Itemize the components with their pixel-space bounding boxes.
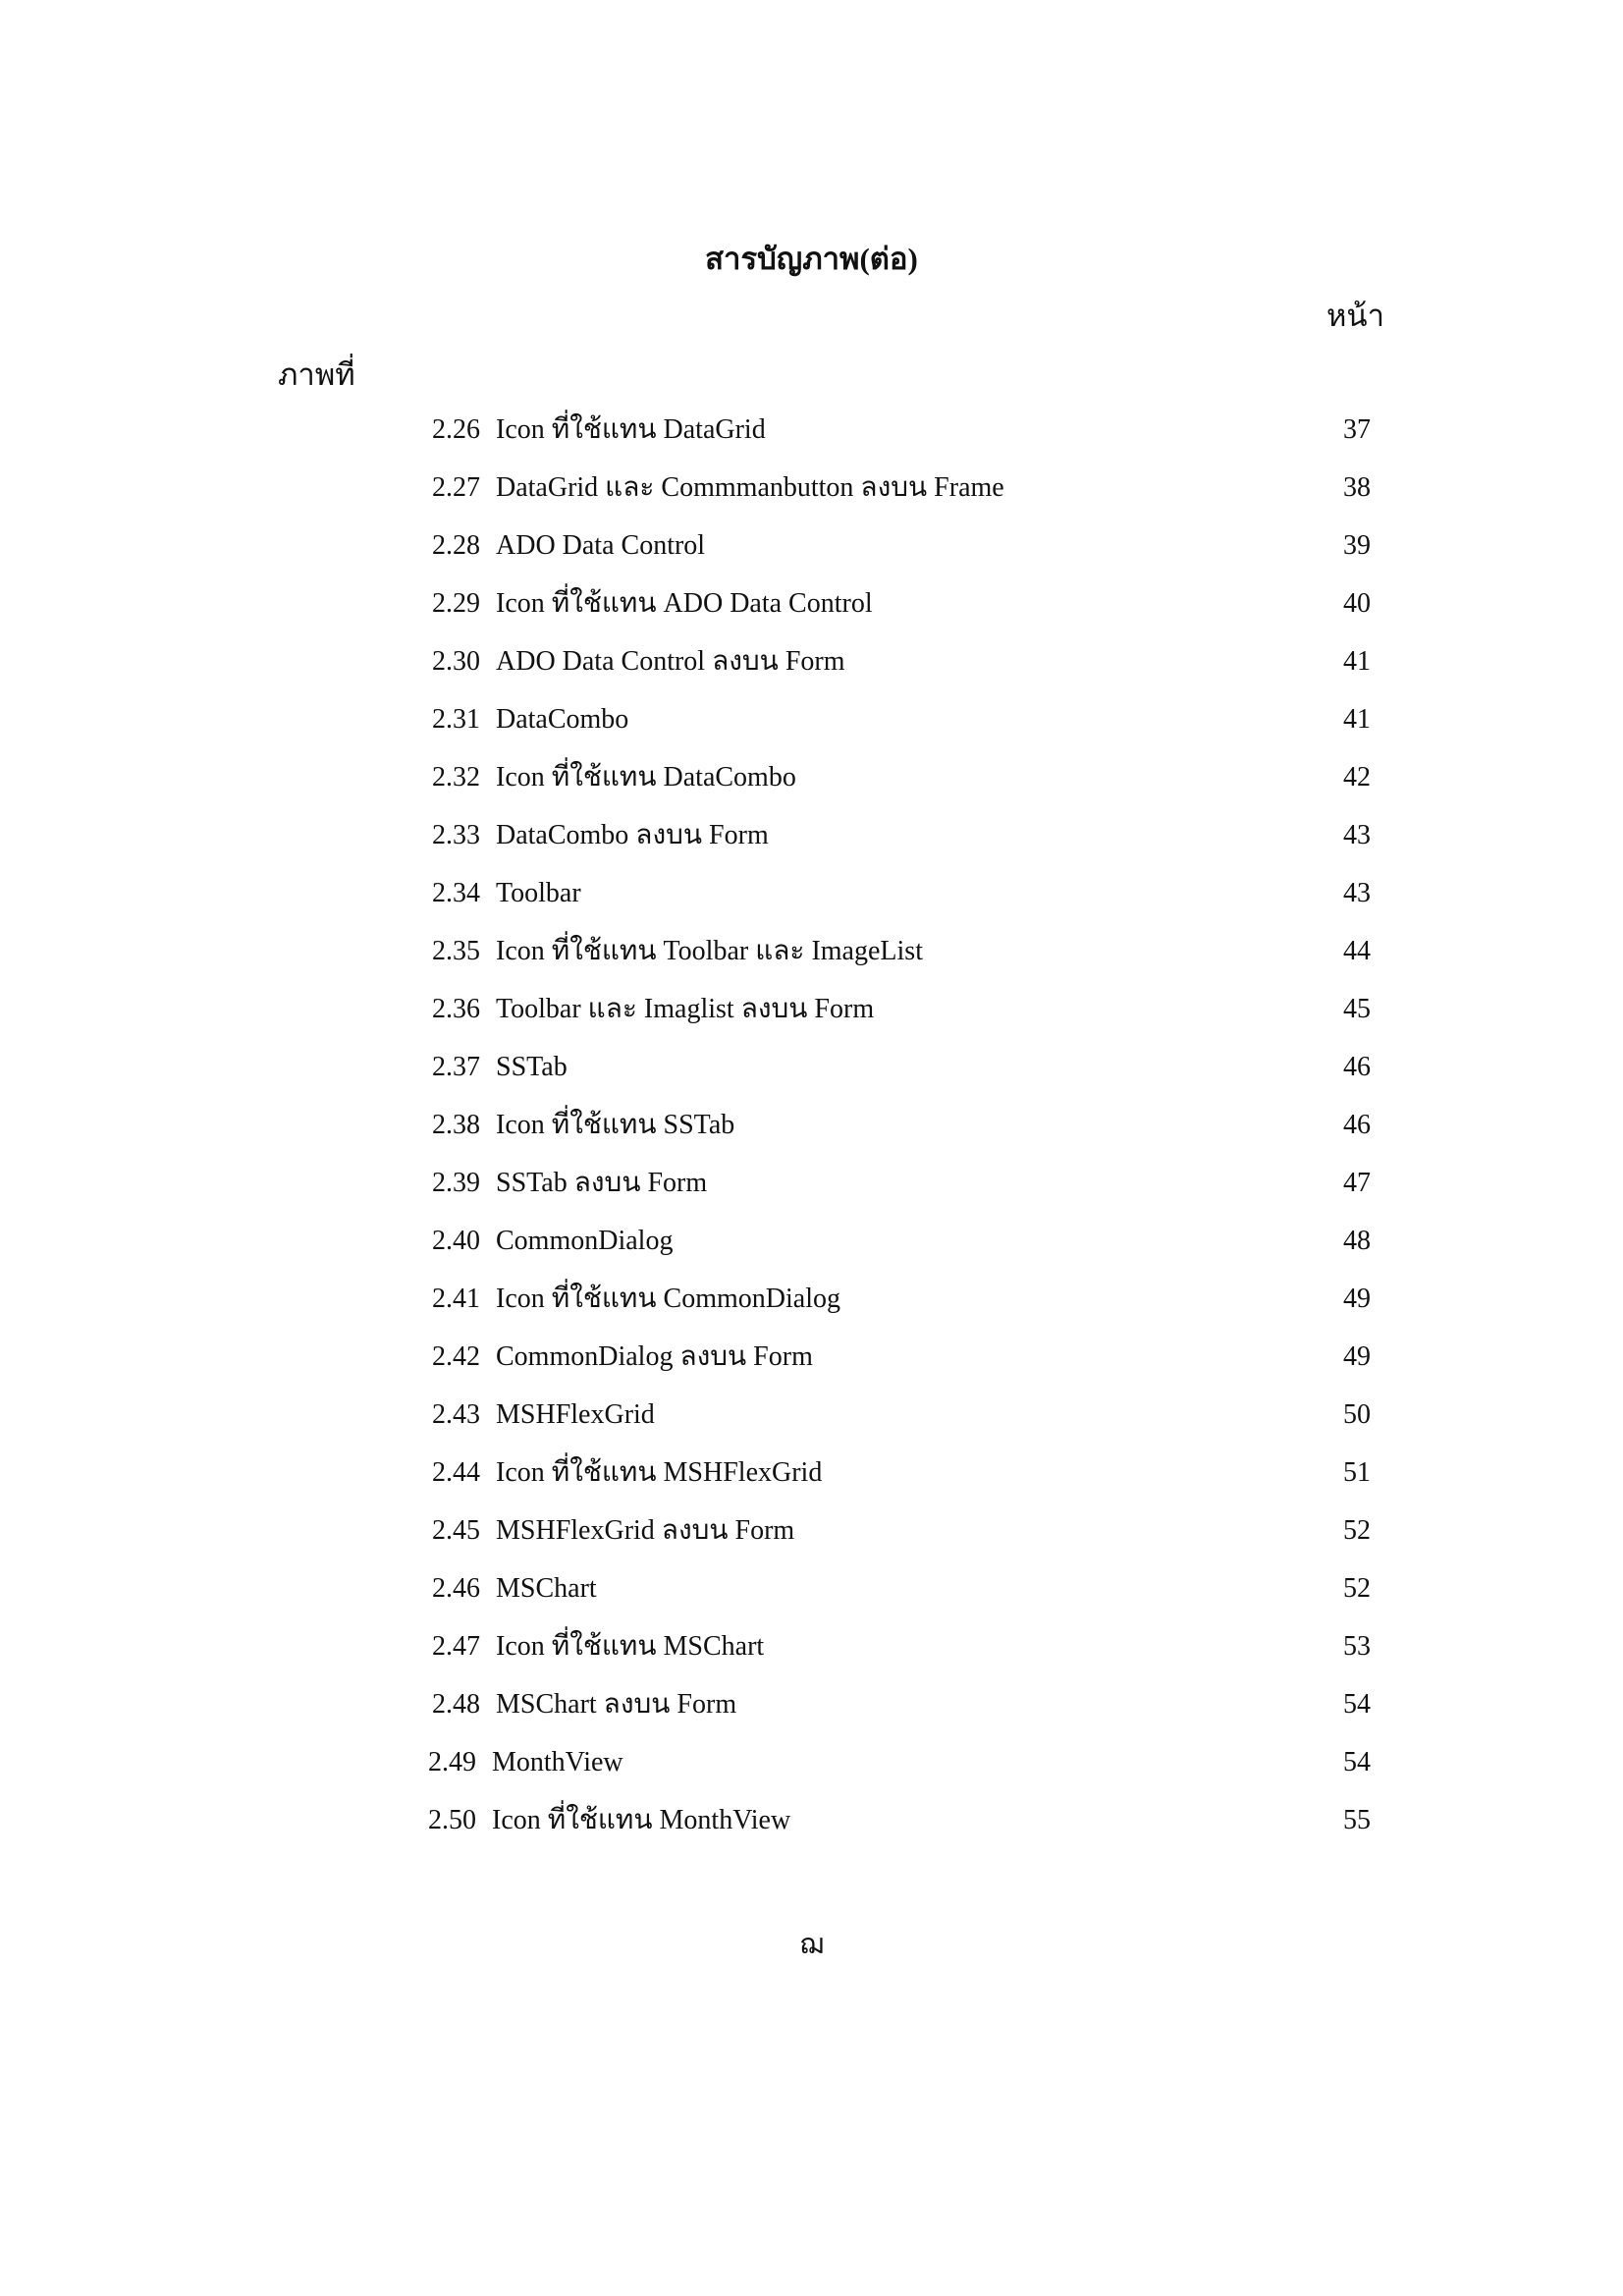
figure-title: Icon ที่ใช้แทน DataCombo xyxy=(496,762,796,793)
list-item xyxy=(0,1104,1623,1162)
figure-title: MSChart xyxy=(496,1573,597,1604)
figure-title: MSHFlexGrid xyxy=(496,1399,655,1430)
figure-title: MSChart ลงบน Form xyxy=(496,1689,737,1720)
page-number: 37 xyxy=(1343,414,1371,445)
footer-page-number: ฌ xyxy=(799,1929,824,1960)
figure-title: Icon ที่ใช้แทน Toolbar และ ImageList xyxy=(496,936,923,966)
list-item xyxy=(0,1451,1623,1509)
figure-number: 2.40 xyxy=(432,1226,480,1256)
page-number: 52 xyxy=(1343,1573,1371,1604)
list-item xyxy=(0,1220,1623,1278)
page-number: 42 xyxy=(1343,762,1371,793)
list-item xyxy=(0,1567,1623,1625)
page-number: 47 xyxy=(1343,1168,1371,1198)
page-title: สารบัญภาพ(ต่อ) xyxy=(705,242,918,276)
page-number: 54 xyxy=(1343,1747,1371,1777)
page-number: 49 xyxy=(1343,1284,1371,1314)
figure-number: 2.42 xyxy=(432,1341,480,1372)
figure-title: Icon ที่ใช้แทน MonthView xyxy=(492,1805,791,1835)
list-item xyxy=(0,1683,1623,1741)
page-number: 55 xyxy=(1343,1805,1371,1835)
page-column-header: หน้า xyxy=(1325,299,1384,333)
figure-number: 2.45 xyxy=(432,1515,480,1546)
figure-number: 2.38 xyxy=(432,1110,480,1140)
figure-number: 2.44 xyxy=(432,1457,480,1488)
figure-title: Icon ที่ใช้แทน MSChart xyxy=(496,1631,765,1662)
page-number: 41 xyxy=(1343,646,1371,677)
page-number: 50 xyxy=(1343,1399,1371,1430)
figure-title: MonthView xyxy=(492,1747,623,1777)
page-number: 41 xyxy=(1343,704,1371,735)
list-item xyxy=(0,640,1623,698)
list-item xyxy=(0,1741,1623,1799)
figure-title: DataCombo ลงบน Form xyxy=(496,820,769,850)
figure-title: Toolbar และ Imaglist ลงบน Form xyxy=(496,994,875,1024)
figure-number: 2.37 xyxy=(432,1052,480,1082)
figure-title: CommonDialog ลงบน Form xyxy=(496,1341,813,1372)
figure-number: 2.36 xyxy=(432,994,480,1024)
page-number: 43 xyxy=(1343,878,1371,908)
page-number: 49 xyxy=(1343,1341,1371,1372)
list-item xyxy=(0,1799,1623,1857)
list-item xyxy=(0,1162,1623,1220)
figure-title: Icon ที่ใช้แทน CommonDialog xyxy=(496,1284,840,1314)
figure-list xyxy=(0,409,1623,1857)
page-number: 40 xyxy=(1343,588,1371,619)
list-item xyxy=(0,409,1623,466)
figure-title: Icon ที่ใช้แทน ADO Data Control xyxy=(496,588,873,619)
figure-number: 2.35 xyxy=(432,936,480,966)
figure-number: 2.29 xyxy=(432,588,480,619)
figure-number: 2.30 xyxy=(432,646,480,677)
figure-title: Icon ที่ใช้แทน MSHFlexGrid xyxy=(496,1457,823,1488)
list-item xyxy=(0,524,1623,582)
list-item xyxy=(0,814,1623,872)
figure-number: 2.27 xyxy=(432,472,480,503)
list-item xyxy=(0,466,1623,524)
figure-number: 2.32 xyxy=(432,762,480,793)
figure-number: 2.41 xyxy=(432,1284,480,1314)
page-number: 48 xyxy=(1343,1226,1371,1256)
figure-number: 2.28 xyxy=(432,530,480,561)
figure-title: DataCombo xyxy=(496,704,629,735)
figure-number: 2.34 xyxy=(432,878,480,908)
page-number: 51 xyxy=(1343,1457,1371,1488)
list-item xyxy=(0,930,1623,988)
figure-number: 2.47 xyxy=(432,1631,480,1662)
list-item xyxy=(0,1509,1623,1567)
figure-title: DataGrid และ Commmanbutton ลงบน Frame xyxy=(496,472,1004,503)
list-item xyxy=(0,988,1623,1046)
figure-number: 2.46 xyxy=(432,1573,480,1604)
figure-title: SSTab ลงบน Form xyxy=(496,1168,708,1198)
figure-number: 2.26 xyxy=(432,414,480,445)
figure-number: 2.48 xyxy=(432,1689,480,1720)
figure-title: Icon ที่ใช้แทน SSTab xyxy=(496,1110,735,1140)
list-item xyxy=(0,1625,1623,1683)
page-number: 39 xyxy=(1343,530,1371,561)
page-number: 52 xyxy=(1343,1515,1371,1546)
list-item xyxy=(0,1278,1623,1336)
list-item xyxy=(0,1394,1623,1451)
figure-title: CommonDialog xyxy=(496,1226,674,1256)
page-number: 43 xyxy=(1343,820,1371,850)
list-item xyxy=(0,698,1623,756)
figure-number: 2.43 xyxy=(432,1399,480,1430)
figure-number: 2.50 xyxy=(428,1805,476,1835)
page-number: 46 xyxy=(1343,1052,1371,1082)
figure-title: Toolbar xyxy=(496,878,581,908)
figure-title: MSHFlexGrid ลงบน Form xyxy=(496,1515,795,1546)
figure-title: ADO Data Control ลงบน Form xyxy=(496,646,845,677)
list-item xyxy=(0,582,1623,640)
figure-number: 2.33 xyxy=(432,820,480,850)
figure-number: 2.39 xyxy=(432,1168,480,1198)
list-item xyxy=(0,872,1623,930)
page-number: 53 xyxy=(1343,1631,1371,1662)
page-number: 45 xyxy=(1343,994,1371,1024)
list-item xyxy=(0,1336,1623,1394)
figure-number: 2.31 xyxy=(432,704,480,735)
page-number: 46 xyxy=(1343,1110,1371,1140)
page-number: 54 xyxy=(1343,1689,1371,1720)
list-item xyxy=(0,1046,1623,1104)
page-number: 44 xyxy=(1343,936,1371,966)
figure-title: Icon ที่ใช้แทน DataGrid xyxy=(496,414,766,445)
figure-title: ADO Data Control xyxy=(496,530,706,561)
figure-number: 2.49 xyxy=(428,1747,476,1777)
list-item xyxy=(0,756,1623,814)
figure-title: SSTab xyxy=(496,1052,568,1082)
page-number: 38 xyxy=(1343,472,1371,503)
figure-column-header: ภาพที่ xyxy=(278,357,355,392)
